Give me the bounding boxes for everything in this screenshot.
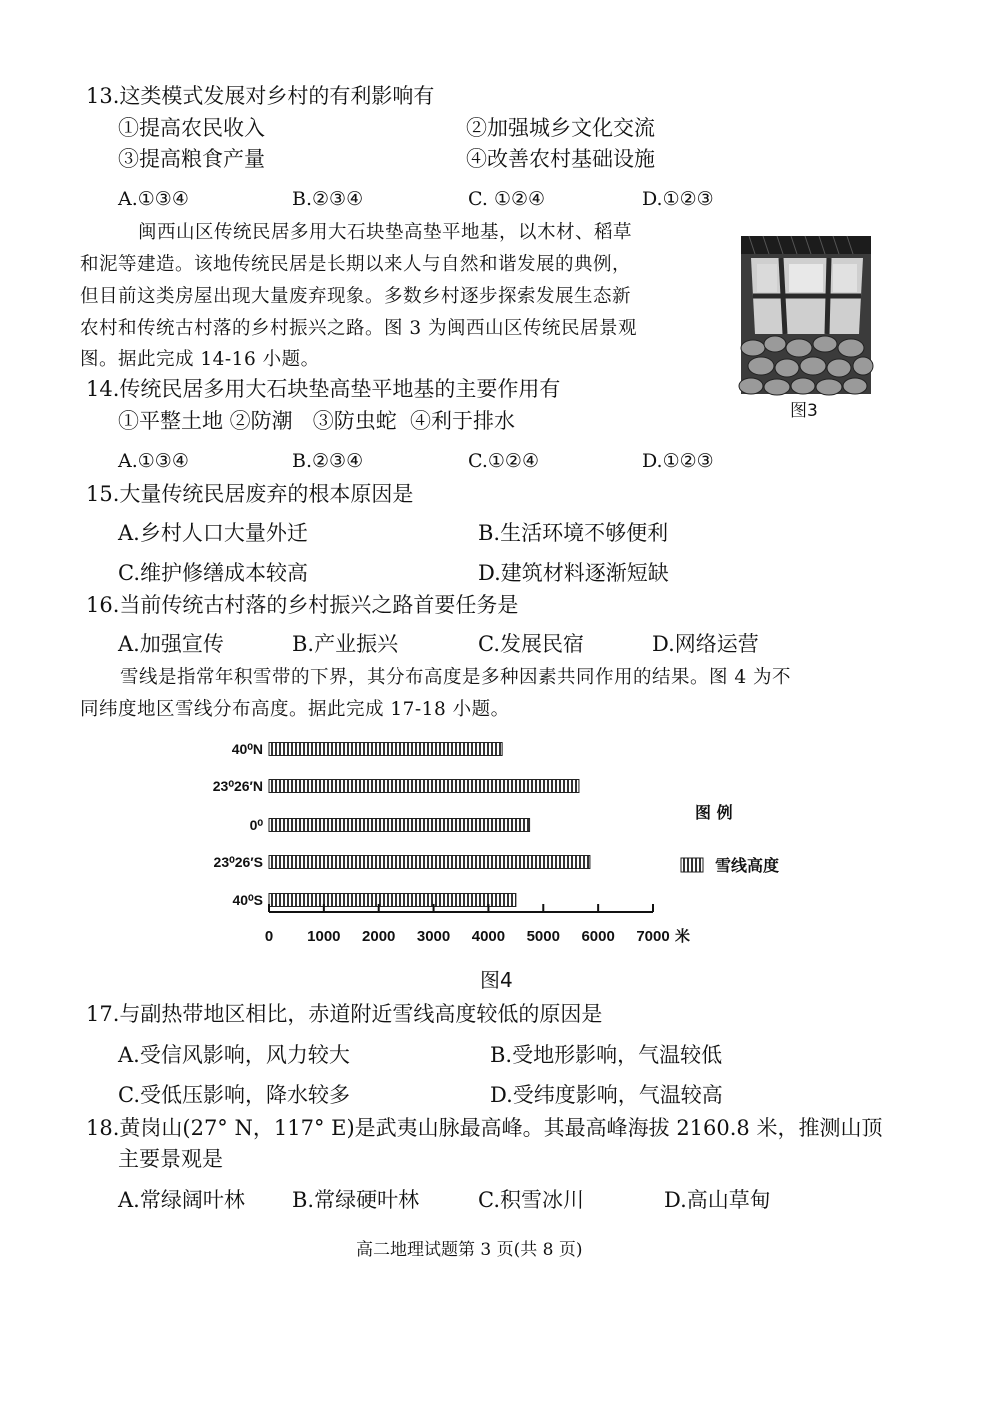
passage1-line4: 农村和传统古村落的乡村振兴之路。图 3 为闽西山区传统民居景观 [80,318,638,339]
x-axis-unit: 米 [675,928,691,945]
passage1-line3: 但目前这类房屋出现大量废弃现象。多数乡村逐步探索发展生态新 [80,286,632,307]
q16-option-d: D.网络运营 [652,632,759,656]
page-footer: 高二地理试题第 3 页(共 8 页) [356,1240,583,1260]
figure3-house-photo [741,236,871,394]
category-label-2: 0⁰ [249,817,263,833]
q13-item-1: ①提高农民收入 [118,116,265,140]
passage2-line2: 同纬度地区雪线分布高度。据此完成 17-18 小题。 [80,699,510,720]
q13-option-d: D.①②③ [642,188,714,210]
category-label-4: 40⁰S [232,892,263,908]
q14-option-d: D.①②③ [642,450,714,472]
figure4-caption: 图4 [480,968,513,992]
q16-option-a: A.加强宣传 [118,632,224,656]
q14-option-c: C.①②④ [468,450,539,472]
q14-items: ①平整土地 ②防潮 ③防虫蛇 ④利于排水 [118,409,516,433]
q16-option-b: B.产业振兴 [292,632,399,656]
q17-option-d: D.受纬度影响，气温较高 [490,1083,723,1107]
legend-title: 图 例 [695,803,733,822]
q18-stem-line1: 18.黄岗山(27° N，117° E)是武夷山脉最高峰。其最高峰海拔 2160.8 米，推测山顶 [86,1116,883,1140]
q15-option-b: B.生活环境不够便利 [478,521,669,545]
q18-option-b: B.常绿硬叶林 [292,1188,420,1212]
x-tick-label-2: 2000 [362,928,396,945]
x-tick-label-3: 3000 [416,928,451,945]
category-label-1: 23⁰26′N [212,778,263,794]
q18-option-c: C.积雪冰川 [478,1188,584,1212]
snowline-chart [195,728,780,954]
x-tick-label-1: 1000 [307,928,341,945]
q18-option-a: A.常绿阔叶林 [118,1188,245,1212]
q15-option-a: A.乡村人口大量外迁 [118,521,308,545]
q15-option-c: C.维护修缮成本较高 [118,561,308,585]
legend-label: 雪线高度 [715,856,780,875]
q13-stem: 13.这类模式发展对乡村的有利影响有 [86,84,435,108]
q16-stem: 16.当前传统古村落的乡村振兴之路首要任务是 [86,593,519,617]
q18-stem-line2: 主要景观是 [118,1147,223,1171]
q14-stem: 14.传统民居多用大石块垫高垫平地基的主要作用有 [86,377,561,401]
q14-option-b: B.②③④ [292,450,364,472]
q14-option-a: A.①③④ [118,450,189,472]
bar-0 [269,743,502,756]
category-label-3: 23⁰26′S [213,854,263,870]
x-tick-label-6: 6000 [581,928,615,945]
figure3-caption: 图3 [790,401,818,421]
x-tick-label-0: 0 [264,928,274,945]
bar-4 [269,894,516,907]
passage1-line1: 闽西山区传统民居多用大石块垫高垫平地基，以木材、稻草 [138,222,633,243]
x-tick-label-4: 4000 [471,928,506,945]
q15-option-d: D.建筑材料逐渐短缺 [478,561,669,585]
q13-option-c: C. ①②④ [468,188,546,210]
q13-option-a: A.①③④ [118,188,189,210]
category-label-0: 40⁰N [231,741,263,757]
x-tick-label-7: 7000 [636,928,670,945]
q13-item-3: ③提高粮食产量 [118,147,265,171]
q13-option-b: B.②③④ [292,188,364,210]
q17-stem: 17.与副热带地区相比，赤道附近雪线高度较低的原因是 [86,1002,603,1026]
q17-option-c: C.受低压影响，降水较多 [118,1083,350,1107]
q16-option-c: C.发展民宿 [478,632,584,656]
bar-1 [269,780,579,793]
q17-option-a: A.受信风影响，风力较大 [118,1043,350,1067]
q13-item-2: ②加强城乡文化交流 [466,116,655,140]
passage1-line5: 图。据此完成 14-16 小题。 [80,349,320,370]
passage2-line1: 雪线是指常年积雪带的下界，其分布高度是多种因素共同作用的结果。图 4 为不 [120,667,792,688]
legend-swatch [681,858,703,872]
q18-option-d: D.高山草甸 [664,1188,771,1212]
q13-item-4: ④改善农村基础设施 [466,147,655,171]
bar-2 [269,819,530,832]
x-tick-label-5: 5000 [526,928,560,945]
q15-stem: 15.大量传统民居废弃的根本原因是 [86,482,414,506]
q17-option-b: B.受地形影响，气温较低 [490,1043,723,1067]
passage1-line2: 和泥等建造。该地传统民居是长期以来人与自然和谐发展的典例， [80,254,632,275]
bar-3 [269,856,590,869]
